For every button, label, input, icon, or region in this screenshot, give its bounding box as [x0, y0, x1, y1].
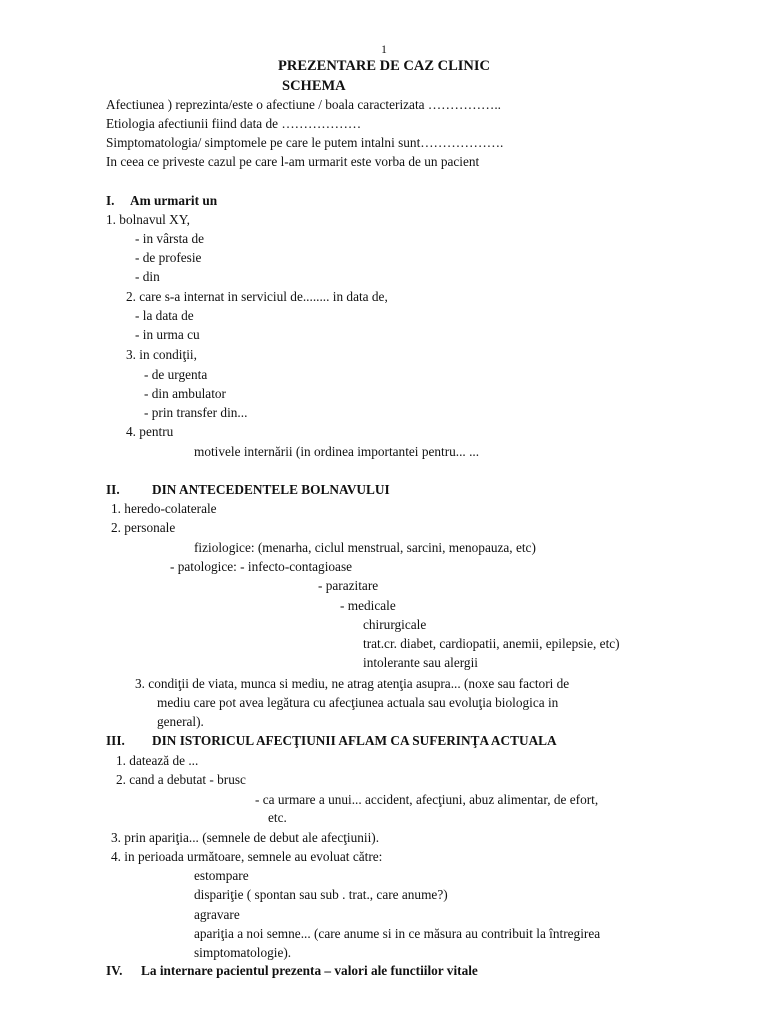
section-number: II. — [106, 482, 120, 497]
intro-line: Etiologia afectiunii fiind data de ……………… — [106, 116, 362, 131]
sub-item: - in urma cu — [135, 327, 200, 342]
list-item: 2. cand a debutat - brusc — [116, 772, 246, 787]
section-title: Am urmarit un — [130, 193, 218, 208]
sub-item: - prin transfer din... — [144, 405, 248, 420]
sub-item: - in vârsta de — [135, 231, 205, 246]
list-item: 2. personale — [111, 520, 176, 535]
list-item: 2. care s-a internat in serviciul de........ in data de, — [126, 289, 388, 304]
sub-item: intolerante sau alergii — [363, 655, 478, 670]
sub-item: - de profesie — [135, 250, 202, 265]
section-title: DIN ANTECEDENTELE BOLNAVULUI — [152, 482, 390, 497]
document-subtitle: SCHEMA — [282, 78, 346, 94]
list-item-text: motivele internării (in ordinea importantei pentru... ... — [194, 444, 480, 459]
list-item: 3. in condiţii, — [126, 347, 197, 362]
list-item: 4. in perioada următoare, semnele au evoluat către: — [111, 849, 383, 864]
list-item: 1. bolnavul XY, — [106, 212, 190, 227]
sub-item: - la data de — [135, 308, 194, 323]
document-title: PREZENTARE DE CAZ CLINIC — [277, 58, 491, 74]
sub-item: simptomatologie). — [194, 945, 292, 960]
list-item: 1. datează de ... — [116, 753, 199, 768]
list-item: 4. pentru — [126, 424, 174, 439]
section-title: La internare pacientul prezenta – valori ale functiilor vitale — [141, 963, 478, 978]
sub-item: - parazitare — [318, 578, 379, 593]
sub-item: estompare — [194, 868, 249, 883]
page-number: 1 — [381, 44, 387, 56]
intro-line: In ceea ce priveste cazul pe care l-am urmarit este vorba de un pacient — [106, 154, 480, 169]
section-number: III. — [106, 733, 125, 748]
sub-item: - ca urmare a unui... accident, afecţiuni, abuz alimentar, de efort, — [255, 792, 599, 807]
sub-item: agravare — [194, 907, 240, 922]
sub-item: - medicale — [340, 598, 396, 613]
intro-line: Afectiunea ) reprezinta/este o afectiune / boala caracterizata …………….. — [106, 97, 502, 112]
section-number: I. — [106, 193, 115, 208]
sub-item: apariţia a noi semne... (care anume si in ce măsura au contribuit la întregirea — [194, 926, 601, 941]
sub-item: - din — [135, 269, 160, 284]
intro-line: Simptomatologia/ simptomele pe care le putem intalni sunt………………. — [106, 135, 504, 150]
list-item: 3. condiţii de viata, munca si mediu, ne atrag atenţia asupra... (noxe sau factori de — [135, 676, 570, 691]
list-item-cont: mediu care pot avea legătura cu afecţiunea actuala sau evoluţia biologica in — [157, 695, 559, 710]
list-item: 1. heredo-colaterale — [111, 501, 217, 516]
sub-item: trat.cr. diabet, cardiopatii, anemii, epilepsie, etc) — [363, 636, 620, 651]
sub-item: - de urgenta — [144, 367, 208, 382]
sub-item: fiziologice: (menarha, ciclul menstrual, sarcini, menopauza, etc) — [194, 540, 536, 555]
sub-item: etc. — [268, 810, 287, 825]
sub-item: - patologice: - infecto-contagioase — [170, 559, 353, 574]
sub-item: - din ambulator — [144, 386, 226, 401]
sub-item: dispariţie ( spontan sau sub . trat., care anume?) — [194, 887, 448, 902]
list-item: 3. prin apariţia... (semnele de debut ale afecţiunii). — [111, 830, 380, 845]
section-title: DIN ISTORICUL AFECŢIUNII AFLAM CA SUFERINŢA ACTUALA — [152, 733, 557, 748]
section-number: IV. — [106, 963, 123, 978]
sub-item: chirurgicale — [363, 617, 427, 632]
list-item-cont: general). — [157, 714, 204, 729]
